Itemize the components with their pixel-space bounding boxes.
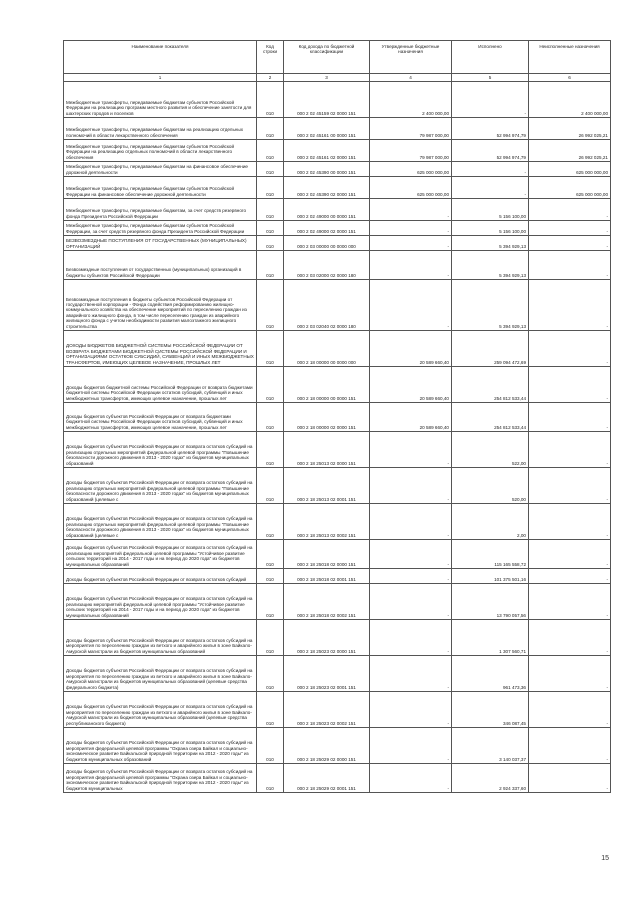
row-approved: 20 589 660,40 bbox=[370, 331, 452, 367]
row-approved: 79 987 000,00 bbox=[370, 118, 452, 140]
row-line-code: 010 bbox=[257, 177, 284, 199]
row-name: Межбюджетные трансферты, передаваемые бюджетам субъектов Российской Федерации, за счет средств резервного фонда Президента Российской Федерации bbox=[64, 221, 257, 236]
row-approved: - bbox=[370, 584, 452, 620]
row-approved: - bbox=[370, 504, 452, 540]
row-income-code: 000 2 03 02000 02 0000 180 bbox=[284, 251, 370, 280]
table-row bbox=[64, 656, 611, 692]
row-name: Межбюджетные трансферты, передаваемые бюджетам субъектов Российской Федерации на реализацию программ местного развития и обеспечение занятости для шахтерских городов и поселков bbox=[64, 82, 257, 118]
table-row bbox=[64, 118, 611, 140]
page-number: 15 bbox=[601, 855, 609, 862]
row-line-code: 010 bbox=[257, 118, 284, 140]
row-executed: 961 473,36 bbox=[452, 656, 529, 692]
row-unexecuted: - bbox=[529, 540, 611, 569]
row-income-code: 000 2 18 25029 02 0000 151 bbox=[284, 728, 370, 764]
row-line-code: 010 bbox=[257, 468, 284, 504]
column-number: 6 bbox=[529, 74, 611, 82]
row-line-code: 010 bbox=[257, 692, 284, 728]
row-executed: 52 994 974,79 bbox=[452, 140, 529, 162]
row-name: Доходы бюджетов субъектов Российской Федерации от возврата остатков субсидий на реализацию отдельных мероприятий федеральной целевой программы "Повышение безопасности дорожного движения в 2013 - 2020 годах" из бюджетов муниципальных образований (целевые с bbox=[64, 468, 257, 504]
column-header-approved: Утвержденные бюджетные назначения bbox=[370, 41, 452, 74]
row-name: Межбюджетные трансферты, передаваемые бюджетам на финансовое обеспечение дорожной деятельности bbox=[64, 162, 257, 177]
row-executed: - bbox=[452, 162, 529, 177]
row-income-code: 000 2 18 25013 02 0002 151 bbox=[284, 504, 370, 540]
row-executed: 522,00 bbox=[452, 432, 529, 468]
table-row bbox=[64, 468, 611, 504]
row-executed: 52 994 974,79 bbox=[452, 118, 529, 140]
column-number: 5 bbox=[452, 74, 529, 82]
column-number: 3 bbox=[284, 74, 370, 82]
row-name: Межбюджетные трансферты, передаваемые бюджетам на реализацию отдельных полномочий в области лекарственного обеспечения bbox=[64, 118, 257, 140]
table-row bbox=[64, 569, 611, 584]
row-approved: - bbox=[370, 656, 452, 692]
row-unexecuted: - bbox=[529, 692, 611, 728]
row-executed: 5 156 100,00 bbox=[452, 199, 529, 221]
row-executed: 3 140 037,37 bbox=[452, 728, 529, 764]
row-name: Доходы бюджетов субъектов Российской Федерации от возврата бюджетами бюджетной системы Российской Федерации остатков субсидий, субвенций и иных межбюджетных трансфертов, имеющих целевое назначение, прошлых лет bbox=[64, 403, 257, 432]
row-unexecuted: - bbox=[529, 584, 611, 620]
column-header-line-code: Код строки bbox=[257, 41, 284, 74]
row-income-code: 000 2 18 00000 00 0000 151 bbox=[284, 367, 370, 403]
column-header-name: Наименование показателя bbox=[64, 41, 257, 74]
row-unexecuted: - bbox=[529, 620, 611, 656]
row-name: Безвозмездные поступления от государственных (муниципальных) организаций в бюджеты субъектов Российской Федерации bbox=[64, 251, 257, 280]
row-unexecuted: 625 000 000,00 bbox=[529, 162, 611, 177]
row-name: Доходы бюджетов субъектов Российской Федерации от возврата остатков субсидий на мероприятия федеральной целевой программы "Охрана озера Байкал и социально-экономическое развитие Байкальской природной территории на 2012 - 2020 годы" из бюджетов муниципальных bbox=[64, 764, 257, 793]
row-income-code: 000 2 18 25023 02 0000 151 bbox=[284, 620, 370, 656]
row-income-code: 000 2 02 45161 00 0000 151 bbox=[284, 118, 370, 140]
row-line-code: 010 bbox=[257, 540, 284, 569]
table-row bbox=[64, 728, 611, 764]
row-income-code: 000 2 18 00000 00 0000 000 bbox=[284, 331, 370, 367]
row-executed: 254 812 533,44 bbox=[452, 367, 529, 403]
row-line-code: 010 bbox=[257, 584, 284, 620]
row-approved: - bbox=[370, 468, 452, 504]
table-body bbox=[64, 82, 611, 793]
table-row bbox=[64, 82, 611, 118]
row-unexecuted: - bbox=[529, 199, 611, 221]
column-number: 1 bbox=[64, 74, 257, 82]
report-sheet bbox=[63, 40, 610, 793]
row-line-code: 010 bbox=[257, 569, 284, 584]
table-header bbox=[64, 41, 611, 82]
table-row bbox=[64, 432, 611, 468]
row-line-code: 010 bbox=[257, 236, 284, 251]
row-line-code: 010 bbox=[257, 432, 284, 468]
row-executed: 346 087,45 bbox=[452, 692, 529, 728]
column-header-income-code: Код дохода по бюджетной классификации bbox=[284, 41, 370, 74]
row-approved: 20 589 660,40 bbox=[370, 403, 452, 432]
row-income-code: 000 2 18 25018 02 0002 151 bbox=[284, 584, 370, 620]
table-row bbox=[64, 331, 611, 367]
row-approved: 2 400 000,00 bbox=[370, 82, 452, 118]
row-unexecuted: - bbox=[529, 504, 611, 540]
row-income-code: 000 2 03 00000 00 0000 000 bbox=[284, 236, 370, 251]
row-name: Доходы бюджетов субъектов Российской Федерации от возврата остатков субсидий на реализацию мероприятий федеральной целевой программы "Устойчивое развитие сельских территорий на 2014 - 2017 годы и на период до 2020 года" из бюджетов муниципальных образований bbox=[64, 584, 257, 620]
row-unexecuted: - bbox=[529, 656, 611, 692]
row-income-code: 000 2 02 45390 02 0000 151 bbox=[284, 177, 370, 199]
row-unexecuted: 2 400 000,00 bbox=[529, 82, 611, 118]
row-income-code: 000 2 18 25023 02 0001 151 bbox=[284, 656, 370, 692]
row-unexecuted: 26 992 025,21 bbox=[529, 140, 611, 162]
row-unexecuted: - bbox=[529, 468, 611, 504]
row-income-code: 000 2 03 02040 02 0000 180 bbox=[284, 280, 370, 331]
row-executed: - bbox=[452, 177, 529, 199]
budget-execution-table bbox=[63, 40, 611, 793]
row-executed: 101 375 501,16 bbox=[452, 569, 529, 584]
row-approved: 625 000 000,00 bbox=[370, 177, 452, 199]
row-income-code: 000 2 02 45390 00 0000 151 bbox=[284, 162, 370, 177]
row-income-code: 000 2 18 25023 02 0002 151 bbox=[284, 692, 370, 728]
row-line-code: 010 bbox=[257, 367, 284, 403]
row-line-code: 010 bbox=[257, 764, 284, 793]
table-row bbox=[64, 692, 611, 728]
row-executed: 2,00 bbox=[452, 504, 529, 540]
row-name: ДОХОДЫ БЮДЖЕТОВ БЮДЖЕТНОЙ СИСТЕМЫ РОССИЙСКОЙ ФЕДЕРАЦИИ ОТ ВОЗВРАТА БЮДЖЕТАМИ БЮДЖЕТНОЙ СИСТЕМЫ РОССИЙСКОЙ ФЕДЕРАЦИИ И ОРГАНИЗАЦИЯМИ ОСТАТКОВ СУБСИДИЙ, СУБВЕНЦИЙ И ИНЫХ МЕЖБЮДЖЕТНЫХ ТРАНСФЕРТОВ, ИМЕЮЩИХ ЦЕЛЕВОЕ НАЗНАЧЕНИЕ, ПРОШЛЫХ ЛЕТ bbox=[64, 331, 257, 367]
row-unexecuted: - bbox=[529, 221, 611, 236]
row-approved: 20 589 660,40 bbox=[370, 367, 452, 403]
table-row bbox=[64, 221, 611, 236]
row-line-code: 010 bbox=[257, 280, 284, 331]
table-row bbox=[64, 162, 611, 177]
row-name: Доходы бюджетов субъектов Российской Федерации от возврата остатков субсидий на реализацию мероприятий федеральной целевой программы "Устойчивое развитие сельских территорий на 2014 - 2017 годы и на период до 2020 года" из бюджетов муниципальных образований bbox=[64, 540, 257, 569]
column-number-row bbox=[64, 74, 611, 82]
column-number: 2 bbox=[257, 74, 284, 82]
row-line-code: 010 bbox=[257, 403, 284, 432]
table-row bbox=[64, 504, 611, 540]
row-name: Межбюджетные трансферты, передаваемые бюджетам, за счет средств резервного фонда Президента Российской Федерации bbox=[64, 199, 257, 221]
table-row bbox=[64, 236, 611, 251]
row-executed: 1 307 560,71 bbox=[452, 620, 529, 656]
row-unexecuted: - bbox=[529, 764, 611, 793]
row-name: БЕЗВОЗМЕЗДНЫЕ ПОСТУПЛЕНИЯ ОТ ГОСУДАРСТВЕННЫХ (МУНИЦИПАЛЬНЫХ) ОРГАНИЗАЦИЙ bbox=[64, 236, 257, 251]
row-name: Безвозмездные поступления в бюджеты субъектов Российской Федерации от государственной корпорации - Фонда содействия реформированию жилищно-коммунального хозяйства на обеспечение мероприятий по переселению граждан из аварийного жилищного фонда, в том числе переселению граждан из аварийного жилищного фонда с учетом необходимости развития малоэтажного жилищного строительства bbox=[64, 280, 257, 331]
row-line-code: 010 bbox=[257, 162, 284, 177]
row-unexecuted: 26 992 025,21 bbox=[529, 118, 611, 140]
table-row bbox=[64, 584, 611, 620]
row-unexecuted: - bbox=[529, 236, 611, 251]
row-approved: - bbox=[370, 280, 452, 331]
row-income-code: 000 2 18 25013 02 0000 151 bbox=[284, 432, 370, 468]
row-income-code: 000 2 02 45161 02 0000 151 bbox=[284, 140, 370, 162]
table-row bbox=[64, 367, 611, 403]
row-approved: - bbox=[370, 540, 452, 569]
row-income-code: 000 2 18 25029 02 0001 151 bbox=[284, 764, 370, 793]
row-name: Межбюджетные трансферты, передаваемые бюджетам субъектов Российской Федерации на финансовое обеспечение дорожной деятельности bbox=[64, 177, 257, 199]
row-line-code: 010 bbox=[257, 728, 284, 764]
row-name: Доходы бюджетов субъектов Российской Федерации от возврата остатков субсидий на мероприятия по переселению граждан из ветхого и аварийного жилья в зоне Байкало-Амурской магистрали из бюджетов муниципальных образований bbox=[64, 620, 257, 656]
row-unexecuted: - bbox=[529, 280, 611, 331]
row-line-code: 010 bbox=[257, 82, 284, 118]
row-line-code: 010 bbox=[257, 504, 284, 540]
row-unexecuted: - bbox=[529, 367, 611, 403]
table-row bbox=[64, 199, 611, 221]
row-name: Доходы бюджетов субъектов Российской Федерации от возврата остатков субсидий на мероприятия по переселению граждан из ветхого и аварийного жилья в зоне Байкало-Амурской магистрали из бюджетов муниципальных образований (целевые средства республиканского бюджета) bbox=[64, 692, 257, 728]
row-line-code: 010 bbox=[257, 199, 284, 221]
row-approved: 625 000 000,00 bbox=[370, 162, 452, 177]
row-approved: - bbox=[370, 620, 452, 656]
table-row bbox=[64, 764, 611, 793]
row-executed: - bbox=[452, 82, 529, 118]
row-unexecuted: - bbox=[529, 432, 611, 468]
row-executed: 259 094 472,69 bbox=[452, 331, 529, 367]
row-name: Доходы бюджетов субъектов Российской Федерации от возврата остатков субсидий на реализацию отдельных мероприятий федеральной целевой программы "Повышение безопасности дорожного движения в 2013 - 2020 годах" из бюджетов муниципальных образований bbox=[64, 432, 257, 468]
row-approved: - bbox=[370, 728, 452, 764]
row-executed: 115 165 558,72 bbox=[452, 540, 529, 569]
column-header-executed: Исполнено bbox=[452, 41, 529, 74]
table-row bbox=[64, 620, 611, 656]
row-unexecuted: 625 000 000,00 bbox=[529, 177, 611, 199]
row-approved: - bbox=[370, 432, 452, 468]
row-name: Доходы бюджетов субъектов Российской Федерации от возврата остатков субсидий на мероприятия по переселению граждан из ветхого и аварийного жилья в зоне Байкало-Амурской магистрали из бюджетов муниципальных образований (целевые средства федерального бюджета) bbox=[64, 656, 257, 692]
row-unexecuted: - bbox=[529, 569, 611, 584]
row-executed: 13 790 057,56 bbox=[452, 584, 529, 620]
row-name: Доходы бюджетов субъектов Российской Федерации от возврата остатков субсидий на мероприятия федеральной целевой программы "Охрана озера Байкал и социально-экономическое развитие Байкальской природной территории на 2012 - 2020 годы" из бюджетов муниципальных образований bbox=[64, 728, 257, 764]
table-row bbox=[64, 140, 611, 162]
row-executed: 5 394 929,13 bbox=[452, 251, 529, 280]
table-row bbox=[64, 540, 611, 569]
row-name: Межбюджетные трансферты, передаваемые бюджетам субъектов Российской Федерации на реализацию отдельных полномочий в области лекарственного обеспечения bbox=[64, 140, 257, 162]
row-executed: 254 812 533,44 bbox=[452, 403, 529, 432]
row-unexecuted: - bbox=[529, 331, 611, 367]
row-income-code: 000 2 18 00000 02 0000 151 bbox=[284, 403, 370, 432]
row-executed: 5 156 100,00 bbox=[452, 221, 529, 236]
row-unexecuted: - bbox=[529, 251, 611, 280]
row-executed: 5 394 929,13 bbox=[452, 236, 529, 251]
row-unexecuted: - bbox=[529, 728, 611, 764]
table-row bbox=[64, 280, 611, 331]
row-approved: - bbox=[370, 569, 452, 584]
column-number: 4 bbox=[370, 74, 452, 82]
row-income-code: 000 2 02 49000 02 0000 151 bbox=[284, 221, 370, 236]
row-name: Доходы бюджетов субъектов Российской Федерации от возврата остатков субсидий bbox=[64, 569, 257, 584]
row-line-code: 010 bbox=[257, 140, 284, 162]
row-income-code: 000 2 18 25018 02 0001 151 bbox=[284, 569, 370, 584]
row-approved: - bbox=[370, 692, 452, 728]
row-approved: - bbox=[370, 764, 452, 793]
row-line-code: 010 bbox=[257, 656, 284, 692]
row-income-code: 000 2 02 49000 00 0000 151 bbox=[284, 199, 370, 221]
row-line-code: 010 bbox=[257, 331, 284, 367]
row-income-code: 000 2 18 25013 02 0001 151 bbox=[284, 468, 370, 504]
row-approved: - bbox=[370, 221, 452, 236]
table-row bbox=[64, 251, 611, 280]
row-approved: 79 987 000,00 bbox=[370, 140, 452, 162]
column-header-unexecuted: Неисполненные назначения bbox=[529, 41, 611, 74]
row-approved: - bbox=[370, 236, 452, 251]
row-executed: 5 394 929,13 bbox=[452, 280, 529, 331]
row-line-code: 010 bbox=[257, 221, 284, 236]
row-income-code: 000 2 18 25018 02 0000 151 bbox=[284, 540, 370, 569]
row-income-code: 000 2 02 45159 02 0000 151 bbox=[284, 82, 370, 118]
row-name: Доходы бюджетов субъектов Российской Федерации от возврата остатков субсидий на реализацию отдельных мероприятий федеральной целевой программы "Повышение безопасности дорожного движения в 2013 - 2020 годах" из бюджетов муниципальных образований (целевые с bbox=[64, 504, 257, 540]
row-unexecuted: - bbox=[529, 403, 611, 432]
row-name: Доходы бюджетов бюджетной системы Российской Федерации от возврата бюджетами бюджетной системы Российской Федерации остатков субсидий, субвенций и иных межбюджетных трансфертов, имеющих целевое назначение, прошлых лет bbox=[64, 367, 257, 403]
row-line-code: 010 bbox=[257, 620, 284, 656]
row-approved: - bbox=[370, 199, 452, 221]
table-row bbox=[64, 177, 611, 199]
row-executed: 520,00 bbox=[452, 468, 529, 504]
row-executed: 2 924 337,60 bbox=[452, 764, 529, 793]
table-row bbox=[64, 403, 611, 432]
row-line-code: 010 bbox=[257, 251, 284, 280]
row-approved: - bbox=[370, 251, 452, 280]
